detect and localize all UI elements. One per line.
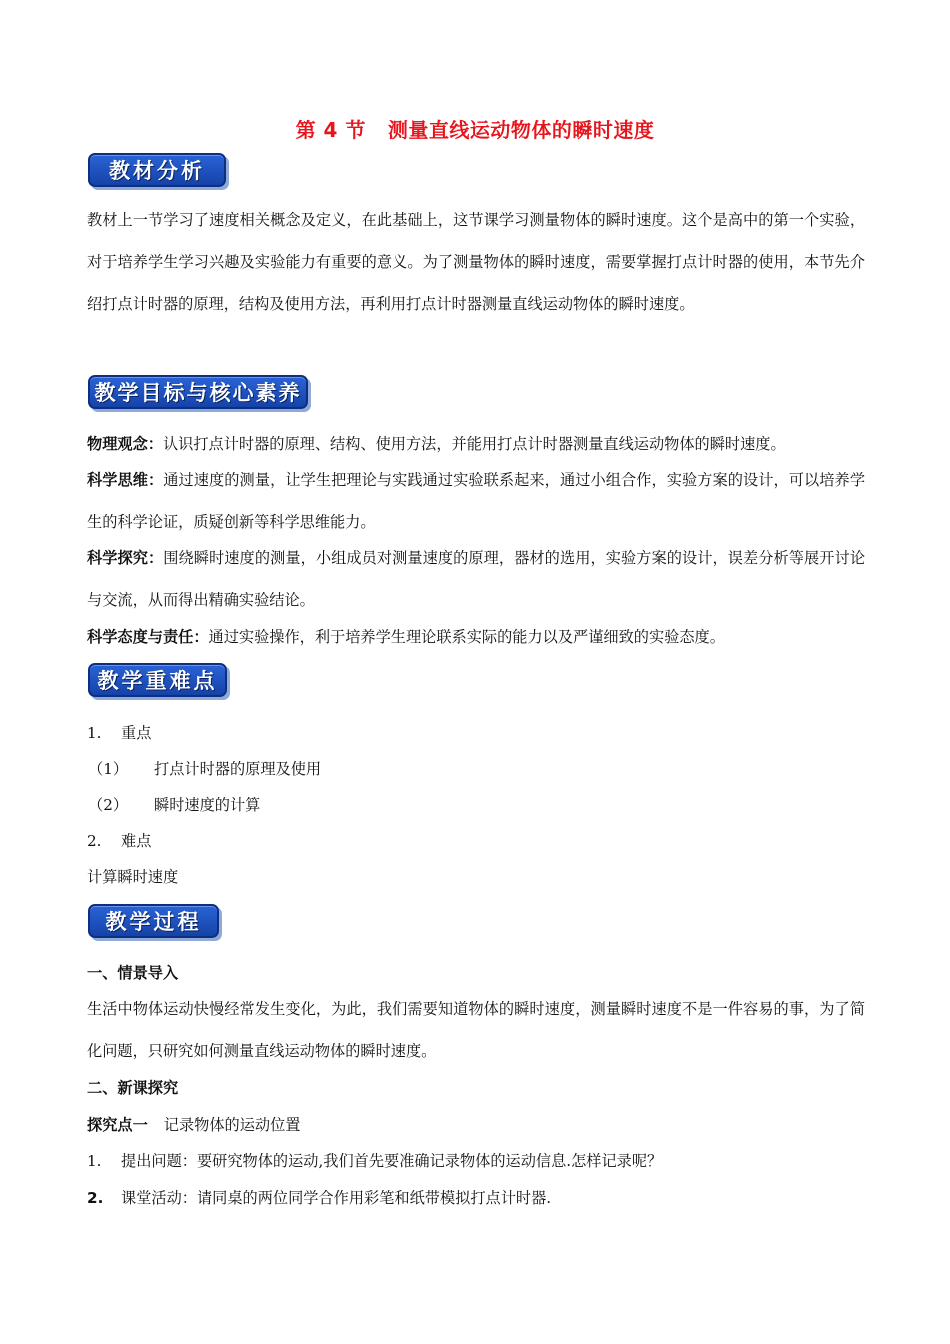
process-part1-paragraph: 生活中物体运动快慢经常发生变化，为此，我们需要知道物体的瞬时速度，测量瞬时速度不是一件容易的事，为了简化问题，只研究如何测量直线运动物体的瞬时速度。 bbox=[87, 1000, 865, 1060]
process-step-1: 1. 提出问题：要研究物体的运动,我们首先要准确记录物体的运动信息.怎样记录呢？ bbox=[87, 1152, 663, 1170]
goal-label: 科学思维： bbox=[87, 471, 164, 489]
goal-text: 通过速度的测量，让学生把理论与实践通过实验联系起来，通过小组合作，实验方案的设计，可以培养学生的科学论证，质疑创新等科学思维能力。 bbox=[87, 471, 866, 531]
heading-badge-process: 教学过程 bbox=[88, 904, 219, 938]
goal-scientific-inquiry bbox=[87, 537, 865, 621]
analysis-paragraph: 教材上一节学习了速度相关概念及定义，在此基础上，这节课学习测量物体的瞬时速度。这个是高中的第一个实验，对于培养学生学习兴趣及实验能力有重要的意义。为了测量物体的瞬时速度，需要掌握打点计时器的使用，本节先介绍打点计时器的原理，结构及使用方法，再利用打点计时器测量直线运动物体的瞬时速度。 bbox=[87, 211, 865, 313]
goal-label: 科学态度与责任： bbox=[87, 628, 209, 646]
goal-scientific-thinking bbox=[87, 459, 865, 543]
heading-badge-goals: 教学目标与核心素养 bbox=[88, 375, 308, 409]
key-point-sub-2: （2） 瞬时速度的计算 bbox=[88, 796, 261, 814]
section-number: 第 4 节 bbox=[295, 118, 366, 142]
key-point-item-1: 1. 重点 bbox=[87, 724, 152, 742]
key-point-item-2: 2. 难点 bbox=[87, 832, 152, 850]
key-point-sub-1: （1） 打点计时器的原理及使用 bbox=[88, 760, 322, 778]
explore-point-1 bbox=[87, 1114, 867, 1136]
process-step-2: 2. 课堂活动：请同桌的两位同学合作用彩笔和纸带模拟打点计时器. bbox=[87, 1189, 552, 1207]
explore-text: 记录物体的运动位置 bbox=[163, 1116, 301, 1134]
goal-attitude-responsibility bbox=[87, 626, 867, 648]
goal-text: 围绕瞬时速度的测量，小组成员对测量速度的原理，器材的选用，实验方案的设计，误差分析等展开讨论与交流，从而得出精确实验结论。 bbox=[87, 549, 866, 609]
page-title bbox=[0, 114, 950, 143]
difficulty-text: 计算瞬时速度 bbox=[87, 868, 179, 886]
goal-label: 科学探究： bbox=[87, 549, 164, 567]
goal-physics-concept bbox=[87, 433, 867, 455]
explore-label: 探究点一 bbox=[87, 1116, 148, 1134]
heading-badge-key-points: 教学重难点 bbox=[88, 663, 227, 697]
goal-text: 认识打点计时器的原理、结构、使用方法，并能用打点计时器测量直线运动物体的瞬时速度。 bbox=[162, 435, 786, 453]
heading-badge-analysis: 教材分析 bbox=[88, 153, 226, 187]
process-part1-title: 一、情景导入 bbox=[87, 964, 179, 982]
goal-label: 物理观念： bbox=[87, 435, 163, 453]
process-part2-title: 二、新课探究 bbox=[87, 1079, 179, 1097]
section-title: 测量直线运动物体的瞬时速度 bbox=[387, 118, 655, 142]
goal-text: 通过实验操作，利于培养学生理论联系实际的能力以及严谨细致的实验态度。 bbox=[208, 628, 725, 646]
